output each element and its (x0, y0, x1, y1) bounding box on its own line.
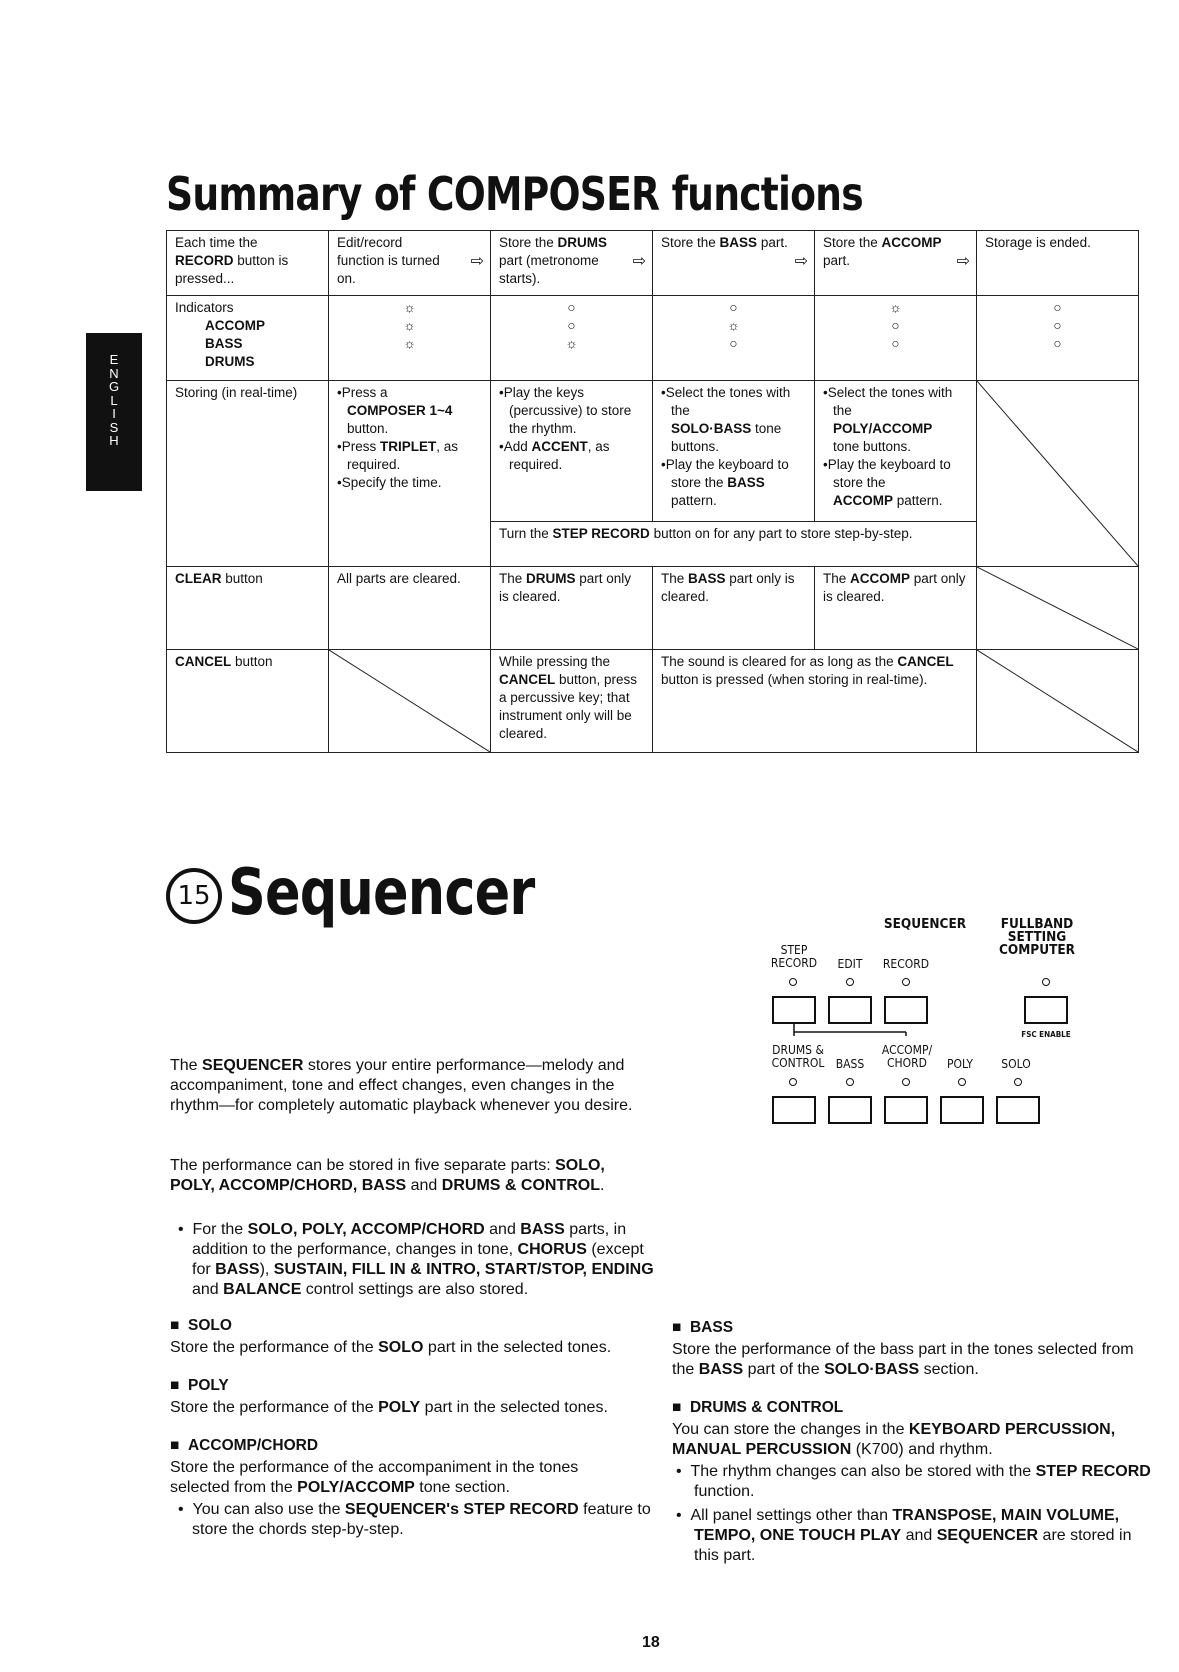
table-cell: The BASS part only is cleared. (653, 567, 815, 650)
drums-bullet-2: • All panel settings other than TRANSPOSE, MAIN VOLUME, TEMPO, ONE TOUCH PLAY and SEQUENCER are stored in this part. (676, 1507, 1132, 1564)
summary-title: Summary of COMPOSER functions (166, 167, 863, 221)
light-on-icon: ☼ (403, 336, 416, 351)
arrow-right-icon: ⇨ (956, 253, 970, 270)
light-off-icon: ○ (891, 336, 900, 351)
panel-bass-label: BASS (835, 1057, 865, 1071)
table-cell: Turn the STEP RECORD button on for any part to store step-by-step. (491, 522, 977, 567)
section-number: 15 (166, 868, 222, 924)
solo-text: Store the performance of the SOLO part in the selected tones. (170, 1339, 612, 1356)
solo-heading: ■ SOLO (170, 1317, 232, 1334)
table-cell: •Play the keys (percussive) to store the rhythm. •Add ACCENT, as required. (491, 381, 653, 522)
table-cell: While pressing the CANCEL button, press a percussive key; that instrument only will be cleared. (491, 650, 653, 753)
step-record-led (789, 978, 797, 986)
table-cell: Indicators ACCOMP BASS DRUMS (167, 296, 329, 381)
light-on-icon: ☼ (889, 300, 902, 315)
table-cell: Store the ACCOMP part. ⇨ (815, 231, 977, 296)
page-number: 18 (642, 1634, 660, 1651)
empty-cell (977, 650, 1139, 753)
sequencer-intro: The SEQUENCER stores your entire performance—melody and accompaniment, tone and effect changes, even changes in the rhythm—for completely automatic playback whenever you desire. (170, 1057, 633, 1114)
table-cell: •Select the tones with the POLY/ACCOMP tone buttons. •Play the keyboard to store the ACCOMP pattern. (815, 381, 977, 522)
table-cell: Storage is ended. (977, 231, 1139, 296)
accomp-heading: ■ ACCOMP/CHORD (170, 1437, 319, 1454)
table-cell: Each time the RECORD button is pressed... (167, 231, 329, 296)
step-record-button[interactable] (772, 996, 816, 1024)
light-off-icon: ○ (729, 336, 738, 351)
table-cell: Store the DRUMS part (metronome starts). ⇨ (491, 231, 653, 296)
light-on-icon: ☼ (727, 318, 740, 333)
language-tab (86, 333, 142, 491)
table-cell: All parts are cleared. (329, 567, 491, 650)
table-cell: The sound is cleared for as long as the CANCEL button is pressed (when storing in real-time). (653, 650, 977, 753)
indicator-cell (815, 296, 977, 381)
accomp-text: Store the performance of the accompaniment in the tones selected from the POLY/ACCOMP tone section. (170, 1459, 579, 1496)
record-button[interactable] (884, 996, 928, 1024)
panel-poly-label: POLY (946, 1057, 973, 1071)
table-cell: Storing (in real-time) (167, 381, 329, 567)
tab-letter: H (109, 433, 119, 448)
table-row (167, 381, 1139, 522)
table-cell: The ACCOMP part only is cleared. (815, 567, 977, 650)
record-led (902, 978, 910, 986)
edit-button[interactable] (828, 996, 872, 1024)
drums-heading: ■ DRUMS & CONTROL (672, 1399, 844, 1416)
tab-letter: S (109, 419, 119, 435)
table-cell: CANCEL button (167, 650, 329, 753)
table-row (167, 567, 1139, 650)
drums-bullet-1: • The rhythm changes can also be stored with the STEP RECORD function. (676, 1463, 1151, 1500)
light-off-icon: ○ (891, 318, 900, 333)
light-off-icon: ○ (1053, 300, 1062, 315)
indicator-cell (329, 296, 491, 381)
sequencer-parts: The performance can be stored in five separate parts: SOLO, POLY, ACCOMP/CHORD, BASS and DRUMS & CONTROL. (170, 1157, 605, 1194)
indicator-cell (653, 296, 815, 381)
panel-solo-label: SOLO (1001, 1057, 1031, 1071)
stored-items-bullet: • For the SOLO, POLY, ACCOMP/CHORD and BASS parts, in addition to the performance, changes in tone, CHORUS (except for BASS), SUSTAIN, FILL IN & INTRO, START/STOP, ENDING and BALANCE control settings are also stored. (178, 1221, 654, 1298)
poly-button[interactable] (940, 1096, 984, 1124)
bass-led (846, 1078, 854, 1086)
solo-led (1014, 1078, 1022, 1086)
light-on-icon: ☼ (565, 336, 578, 351)
fsc-enable-button[interactable] (1024, 996, 1068, 1024)
light-on-icon: ☼ (403, 300, 416, 315)
empty-cell (977, 567, 1139, 650)
arrow-right-icon: ⇨ (470, 253, 484, 270)
bass-text: Store the performance of the bass part in the tones selected from the BASS part of the SOLO·BASS section. (672, 1341, 1134, 1378)
empty-cell (329, 650, 491, 753)
table-cell: •Select the tones with the SOLO·BASS tone buttons. •Play the keyboard to store the BASS pattern. (653, 381, 815, 522)
tab-letter: I (112, 406, 116, 421)
light-on-icon: ☼ (403, 318, 416, 333)
table-cell: CLEAR button (167, 567, 329, 650)
poly-text: Store the performance of the POLY part in the selected tones. (170, 1399, 608, 1416)
table-cell: •Press a COMPOSER 1~4 button. •Press TRIPLET, as required. •Specify the time. (329, 381, 491, 567)
panel-fullband-label: FULLBAND SETTING COMPUTER (998, 916, 1076, 958)
accomp-bullet: • You can also use the SEQUENCER's STEP RECORD feature to store the chords step-by-step. (178, 1501, 651, 1538)
panel-sequencer-label: SEQUENCER (883, 916, 967, 932)
bracket-line (770, 1024, 930, 1038)
composer-summary-table (166, 230, 1139, 753)
fsc-enable-label: FSC ENABLE (1021, 1030, 1071, 1039)
solo-button[interactable] (996, 1096, 1040, 1124)
table-cell: The DRUMS part only is cleared. (491, 567, 653, 650)
tab-letter: N (109, 365, 119, 381)
poly-led (958, 1078, 966, 1086)
light-off-icon: ○ (567, 318, 576, 333)
table-cell: Store the BASS part. ⇨ (653, 231, 815, 296)
light-off-icon: ○ (1053, 318, 1062, 333)
bass-button[interactable] (828, 1096, 872, 1124)
table-row (167, 296, 1139, 381)
drums-text: You can store the changes in the KEYBOARD PERCUSSION, MANUAL PERCUSSION (K700) and rhythm. (672, 1421, 1116, 1458)
sequencer-panel-diagram (770, 918, 1090, 1138)
panel-record-label: RECORD (882, 957, 930, 971)
drums-control-button[interactable] (772, 1096, 816, 1124)
arrow-right-icon: ⇨ (794, 253, 808, 270)
tab-letter: G (108, 379, 120, 394)
tab-letter: E (109, 352, 119, 367)
light-off-icon: ○ (1053, 336, 1062, 351)
panel-edit-label: EDIT (837, 957, 863, 971)
bass-heading: ■ BASS (672, 1319, 734, 1336)
panel-accomp-label: ACCOMP/ CHORD (881, 1043, 933, 1070)
accomp-led (902, 1078, 910, 1086)
accomp-chord-button[interactable] (884, 1096, 928, 1124)
drums-led (789, 1078, 797, 1086)
indicator-cell (977, 296, 1139, 381)
light-off-icon: ○ (729, 300, 738, 315)
panel-step-record-label: STEP RECORD (770, 943, 818, 970)
poly-heading: ■ POLY (170, 1377, 229, 1394)
fsc-led (1042, 978, 1050, 986)
tab-letter: L (110, 392, 118, 408)
edit-led (846, 978, 854, 986)
table-row (167, 231, 1139, 296)
empty-cell (977, 381, 1139, 567)
light-off-icon: ○ (567, 300, 576, 315)
sequencer-title: Sequencer (228, 856, 535, 930)
table-row (167, 650, 1139, 753)
panel-drums-label: DRUMS & CONTROL (771, 1043, 825, 1070)
indicator-cell (491, 296, 653, 381)
arrow-right-icon: ⇨ (632, 253, 646, 270)
table-cell: Edit/record function is turned on. ⇨ (329, 231, 491, 296)
